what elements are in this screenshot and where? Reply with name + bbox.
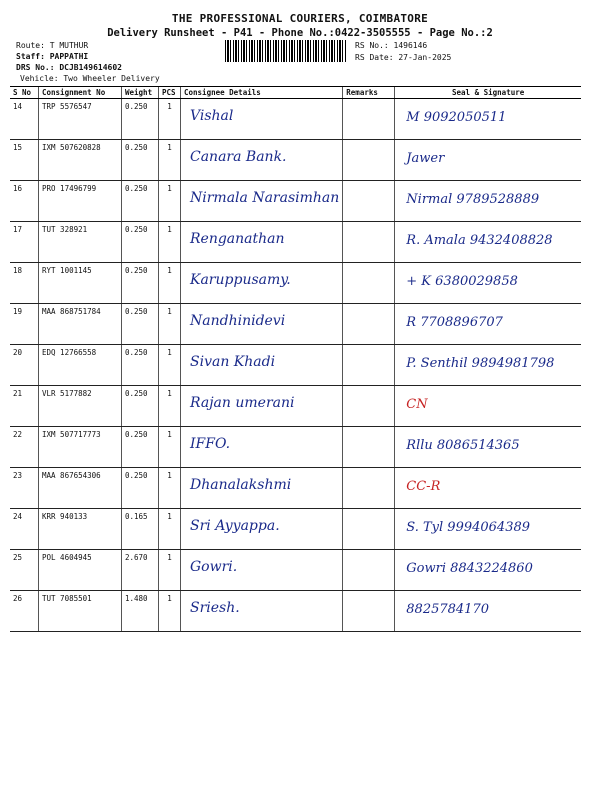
row-pcs-cell: 1 xyxy=(159,427,181,468)
row-consignee-cell xyxy=(181,427,343,468)
row-pcs-cell: 1 xyxy=(159,99,181,140)
row-signature-cell xyxy=(395,304,581,345)
row-signature: R 7708896707 xyxy=(406,315,503,330)
table-row xyxy=(10,222,581,263)
row-remarks-cell xyxy=(343,386,395,427)
row-weight-cell: 0.250 xyxy=(122,181,159,222)
row-consignee: Nandhinidevi xyxy=(190,313,286,329)
row-signature: P. Senthil 9894981798 xyxy=(406,356,555,371)
row-signature: CN xyxy=(406,397,428,412)
row-remarks-cell xyxy=(343,222,395,263)
row-weight-cell: 0.250 xyxy=(122,386,159,427)
row-weight-cell: 0.250 xyxy=(122,468,159,509)
table-row xyxy=(10,509,581,550)
row-consignment-no-cell: TUT 7085501 xyxy=(39,591,122,632)
barcode xyxy=(225,40,347,62)
row-sno-cell: 14 xyxy=(10,99,39,140)
row-pcs-cell: 1 xyxy=(159,304,181,345)
row-sno-cell: 26 xyxy=(10,591,39,632)
col-remarks: Remarks xyxy=(343,87,395,99)
row-signature-cell xyxy=(395,509,581,550)
row-consignment-no-cell: EDQ 12766558 xyxy=(39,345,122,386)
row-signature: 8825784170 xyxy=(406,602,489,617)
row-sno-cell: 20 xyxy=(10,345,39,386)
row-signature-cell xyxy=(395,591,581,632)
row-consignee: IFFO. xyxy=(190,436,231,452)
row-remarks-cell xyxy=(343,263,395,304)
table-row xyxy=(10,99,581,140)
row-signature-cell xyxy=(395,468,581,509)
row-pcs-cell: 1 xyxy=(159,345,181,386)
row-pcs-cell: 1 xyxy=(159,386,181,427)
rs-number: RS No.: 1496146 xyxy=(355,41,428,50)
row-consignee-cell xyxy=(181,509,343,550)
row-pcs-cell: 1 xyxy=(159,222,181,263)
row-consignee: Rajan umerani xyxy=(190,395,295,411)
row-weight-cell: 0.250 xyxy=(122,263,159,304)
row-consignee-cell xyxy=(181,386,343,427)
row-consignment-no-cell: TUT 328921 xyxy=(39,222,122,263)
table-row xyxy=(10,427,581,468)
row-remarks-cell xyxy=(343,140,395,181)
row-signature-cell xyxy=(395,427,581,468)
row-signature: Gowri 8843224860 xyxy=(406,561,533,576)
table-row xyxy=(10,345,581,386)
row-sno-cell: 15 xyxy=(10,140,39,181)
row-weight-cell: 0.250 xyxy=(122,99,159,140)
row-weight-cell: 0.165 xyxy=(122,509,159,550)
vehicle-label: Vehicle: Two Wheeler Delivery xyxy=(20,74,160,83)
row-signature-cell xyxy=(395,222,581,263)
row-consignee: Canara Bank. xyxy=(190,149,287,165)
row-signature-cell xyxy=(395,263,581,304)
row-signature-cell xyxy=(395,345,581,386)
row-consignment-no-cell: MAA 868751784 xyxy=(39,304,122,345)
row-signature-cell xyxy=(395,140,581,181)
row-weight-cell: 2.670 xyxy=(122,550,159,591)
row-consignee: Karuppusamy. xyxy=(190,272,291,288)
row-consignee-cell xyxy=(181,181,343,222)
page-subtitle: Delivery Runsheet - P41 - Phone No.:0422-3505555 - Page No.:2 xyxy=(107,27,493,39)
table-row xyxy=(10,263,581,304)
col-signature: Seal & Signature xyxy=(395,87,581,99)
page-title: THE PROFESSIONAL COURIERS, COIMBATORE xyxy=(171,12,429,25)
row-consignment-no-cell: PRO 17496799 xyxy=(39,181,122,222)
row-consignee: Gowri. xyxy=(190,559,238,575)
row-consignee: Sriesh. xyxy=(190,600,240,616)
row-consignee-cell xyxy=(181,550,343,591)
col-weight: Weight xyxy=(122,87,159,99)
row-signature: CC-R xyxy=(406,479,441,494)
row-consignee-cell xyxy=(181,99,343,140)
row-signature: Rllu 8086514365 xyxy=(406,438,520,453)
row-signature-cell xyxy=(395,181,581,222)
table-row xyxy=(10,550,581,591)
row-consignee: Nirmala Narasimhan xyxy=(190,190,340,206)
row-pcs-cell: 1 xyxy=(159,263,181,304)
row-consignee-cell xyxy=(181,263,343,304)
row-weight-cell: 0.250 xyxy=(122,140,159,181)
row-consignee: Vishal xyxy=(190,108,234,124)
table-row xyxy=(10,140,581,181)
table-header-row xyxy=(10,87,581,99)
row-pcs-cell: 1 xyxy=(159,509,181,550)
row-signature: + K 6380029858 xyxy=(406,274,518,289)
row-consignment-no-cell: MAA 867654306 xyxy=(39,468,122,509)
row-consignee-cell xyxy=(181,591,343,632)
row-remarks-cell xyxy=(343,509,395,550)
table-row xyxy=(10,181,581,222)
rs-date: RS Date: 27-Jan-2025 xyxy=(355,53,452,62)
row-signature: Jawer xyxy=(406,151,445,166)
row-weight-cell: 0.250 xyxy=(122,304,159,345)
row-sno-cell: 25 xyxy=(10,550,39,591)
row-consignee-cell xyxy=(181,222,343,263)
row-weight-cell: 0.250 xyxy=(122,427,159,468)
row-consignment-no-cell: IXM 507620828 xyxy=(39,140,122,181)
table-row xyxy=(10,304,581,345)
row-consignment-no-cell: KRR 940133 xyxy=(39,509,122,550)
row-sno-cell: 22 xyxy=(10,427,39,468)
row-remarks-cell xyxy=(343,468,395,509)
row-remarks-cell xyxy=(343,427,395,468)
col-sno: S No xyxy=(10,87,39,99)
row-pcs-cell: 1 xyxy=(159,591,181,632)
runsheet-table xyxy=(10,86,581,632)
row-signature: R. Amala 9432408828 xyxy=(406,233,553,248)
row-pcs-cell: 1 xyxy=(159,550,181,591)
row-sno-cell: 24 xyxy=(10,509,39,550)
row-consignee: Sivan Khadi xyxy=(190,354,276,370)
row-signature-cell xyxy=(395,550,581,591)
row-signature-cell xyxy=(395,386,581,427)
row-remarks-cell xyxy=(343,550,395,591)
row-weight-cell: 0.250 xyxy=(122,345,159,386)
row-signature-cell xyxy=(395,99,581,140)
row-pcs-cell: 1 xyxy=(159,468,181,509)
row-remarks-cell xyxy=(343,345,395,386)
row-sno-cell: 17 xyxy=(10,222,39,263)
row-pcs-cell: 1 xyxy=(159,140,181,181)
row-consignee-cell xyxy=(181,345,343,386)
staff-label: Staff: PAPPATHI xyxy=(16,52,89,61)
row-remarks-cell xyxy=(343,591,395,632)
table-row xyxy=(10,386,581,427)
row-consignment-no-cell: RYT 1001145 xyxy=(39,263,122,304)
row-consignee: Renganathan xyxy=(190,231,285,247)
row-sno-cell: 19 xyxy=(10,304,39,345)
table-row xyxy=(10,591,581,632)
row-consignment-no-cell: POL 4604945 xyxy=(39,550,122,591)
row-sno-cell: 23 xyxy=(10,468,39,509)
row-consignment-no-cell: TRP 5576547 xyxy=(39,99,122,140)
row-pcs-cell: 1 xyxy=(159,181,181,222)
row-remarks-cell xyxy=(343,304,395,345)
row-sno-cell: 21 xyxy=(10,386,39,427)
table-row xyxy=(10,468,581,509)
row-consignee-cell xyxy=(181,304,343,345)
row-consignee-cell xyxy=(181,468,343,509)
row-signature: M 9092050511 xyxy=(406,110,507,125)
drs-label: DRS No.: DCJB149614602 xyxy=(16,63,122,72)
route-label: Route: T MUTHUR xyxy=(16,41,89,50)
col-pcs: PCS xyxy=(159,87,181,99)
row-remarks-cell xyxy=(343,181,395,222)
row-remarks-cell xyxy=(343,99,395,140)
row-weight-cell: 0.250 xyxy=(122,222,159,263)
row-consignment-no-cell: VLR 5177882 xyxy=(39,386,122,427)
row-consignment-no-cell: IXM 507717773 xyxy=(39,427,122,468)
row-consignee: Dhanalakshmi xyxy=(190,477,292,493)
row-sno-cell: 16 xyxy=(10,181,39,222)
row-consignee-cell xyxy=(181,140,343,181)
row-sno-cell: 18 xyxy=(10,263,39,304)
row-signature: Nirmal 9789528889 xyxy=(406,192,540,207)
col-consignment: Consignment No xyxy=(39,87,122,99)
col-consignee: Consignee Details xyxy=(181,87,343,99)
row-consignee: Sri Ayyappa. xyxy=(190,518,280,534)
row-weight-cell: 1.480 xyxy=(122,591,159,632)
row-signature: S. Tyl 9994064389 xyxy=(406,520,531,535)
